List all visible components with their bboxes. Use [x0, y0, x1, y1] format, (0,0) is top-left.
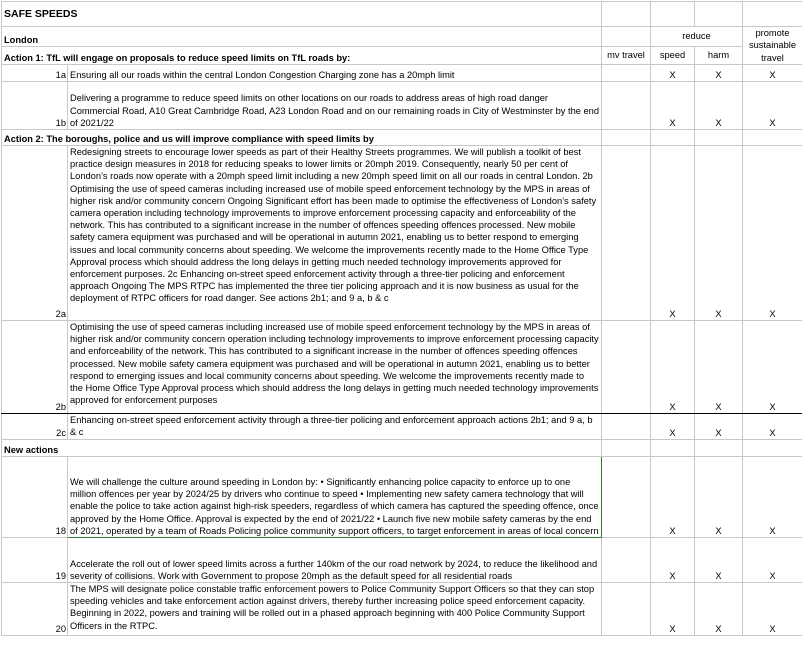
header-mv-travel: mv travel	[602, 47, 651, 65]
safe-speeds-table	[1, 1, 802, 636]
section-london: London	[2, 27, 602, 47]
mark-harm: X	[695, 538, 743, 583]
row-id: 19	[2, 538, 68, 583]
row-id: 2c	[2, 414, 68, 440]
mark-mv-travel	[602, 321, 651, 414]
row-text: Accelerate the roll out of lower speed limits across a further 140km of the our road network by 2024, to reduce the likelihood and severity of collisions. Work with Government to propose 20mph as the default speed for all residential roads	[68, 538, 602, 583]
row-text: We will challenge the culture around speeding in London by: • Significantly enhancing police capacity to enforce up to one million offences per year by 2024/25 by drivers who continue to speed • Implementing new safety camera technology that will enable the police to take action against high-risk speeders, regardless of which camera has captured the speeding offence, once approved by the Home Office. Approval is expected by the end of 2021/22 • Launch five new mobile safety cameras by the end of 2021, operated by a team of Roads Policing police community support officers, to target enforcement in areas of local concern	[68, 457, 602, 538]
mark-sustainable-travel: X	[743, 65, 802, 82]
mark-harm: X	[695, 583, 743, 636]
mark-speed: X	[651, 414, 695, 440]
mark-speed: X	[651, 538, 695, 583]
mark-harm: X	[695, 65, 743, 82]
row-id: 1b	[2, 82, 68, 130]
mark-harm: X	[695, 82, 743, 130]
mark-sustainable-travel: X	[743, 538, 802, 583]
row-id: 18	[2, 457, 68, 538]
mark-sustainable-travel: X	[743, 583, 802, 636]
mark-mv-travel	[602, 583, 651, 636]
mark-mv-travel	[602, 414, 651, 440]
table-title: SAFE SPEEDS	[2, 2, 602, 27]
row-id: 2b	[2, 321, 68, 414]
row-text: Redesigning streets to encourage lower speeds as part of their Healthy Streets programmes. We will publish a toolkit of best practice design measures in 2018 for reducing speaks to lower limits or 20mph 2019. Consequently, nearly 50 per cent of London’s roads now operate with a 20mph speed limit including a new 20mph speed limit on all our roads in central London. 2b Optimising the use of speed cameras including increased use of mobile speed enforcement technology by the MPS in areas of higher risk and/or community concern Ongoing Significant effort has been made to optimise the effectiveness of London’s safety camera operation including technology improvements to improve enforcement processing capacity and enforceability of the network. This has contributed to a significant increase in the number of offences speeding offences processed. New mobile safety camera equipment was purchased and will be operational in autumn 2021, enabling us to better respond to emerging issues and local community concerns about speeding. We welcome the improvements recently made to the Home Office Type Approval process which should address the long delays in getting much needed technology improvements approved for enforcement purposes. 2c Enhancing on-street speed enforcement activity through a three-tier policing and enforcement approach Ongoing The MPS RTPC has implemented the three tier policing approach and it is now business as usual for the deployment of RTPC officers for road danger. See actions 2b1; and 9 a, b & c	[68, 146, 602, 321]
mark-mv-travel	[602, 146, 651, 321]
mark-harm: X	[695, 146, 743, 321]
row-text: The MPS will designate police constable traffic enforcement powers to Police Community Support Officers so that they can stop speeding vehicles and take enforcement action against drivers, thereby further increasing police speed enforcement capacity. Beginning in 2022, powers and training will be rolled out in a phased approach beginning with 400 Police Community Support Officers in the RTPC.	[68, 583, 602, 636]
mark-speed: X	[651, 65, 695, 82]
mark-speed: X	[651, 146, 695, 321]
mark-speed: X	[651, 457, 695, 538]
row-text: Delivering a programme to reduce speed limits on other locations on our roads to address areas of high road danger Commercial Road, A10 Great Cambridge Road, A23 London Road and on our remaining roads in City of Westminster by the end of 2021/22	[68, 82, 602, 130]
row-text: Enhancing on-street speed enforcement activity through a three-tier policing and enforcement approach actions 2b1; and 9 a, b & c	[68, 414, 602, 440]
row-id: 20	[2, 583, 68, 636]
action1-heading: Action 1: TfL will engage on proposals to reduce speed limits on TfL roads by:	[2, 47, 602, 65]
mark-mv-travel	[602, 82, 651, 130]
header-speed: speed	[651, 47, 695, 65]
mark-sustainable-travel: X	[743, 146, 802, 321]
mark-harm: X	[695, 457, 743, 538]
row-id: 2a	[2, 146, 68, 321]
mark-speed: X	[651, 82, 695, 130]
mark-harm: X	[695, 414, 743, 440]
mark-speed: X	[651, 321, 695, 414]
header-harm: harm	[695, 47, 743, 65]
mark-sustainable-travel: X	[743, 414, 802, 440]
new-actions-heading: New actions	[2, 440, 602, 457]
mark-mv-travel	[602, 457, 651, 538]
mark-harm: X	[695, 321, 743, 414]
row-text: Ensuring all our roads within the central London Congestion Charging zone has a 20mph limit	[68, 65, 602, 82]
row-id: 1a	[2, 65, 68, 82]
action2-heading: Action 2: The boroughs, police and us will improve compliance with speed limits by	[2, 130, 602, 146]
row-text: Optimising the use of speed cameras including increased use of mobile speed enforcement technology by the MPS in areas of higher risk and/or community concern operation including technology improvements to improve enforcement processing capacity and enforceability of the network. This has contributed to a significant increase in the number of offences speeding offences processed. New mobile safety camera equipment was purchased and will be operational in autumn 2021, enabling us to better respond to emerging issues and local community concerns about speeding. We welcome the improvements recently made to the Home Office Type Approval process which should address the long delays in getting much needed technology improvements approved for enforcement purposes	[68, 321, 602, 414]
mark-mv-travel	[602, 65, 651, 82]
header-reduce: reduce	[651, 27, 743, 47]
mark-sustainable-travel: X	[743, 82, 802, 130]
mark-mv-travel	[602, 538, 651, 583]
header-promote-sustainable-travel: promote sustainable travel	[743, 27, 802, 65]
mark-sustainable-travel: X	[743, 321, 802, 414]
mark-sustainable-travel: X	[743, 457, 802, 538]
mark-speed: X	[651, 583, 695, 636]
